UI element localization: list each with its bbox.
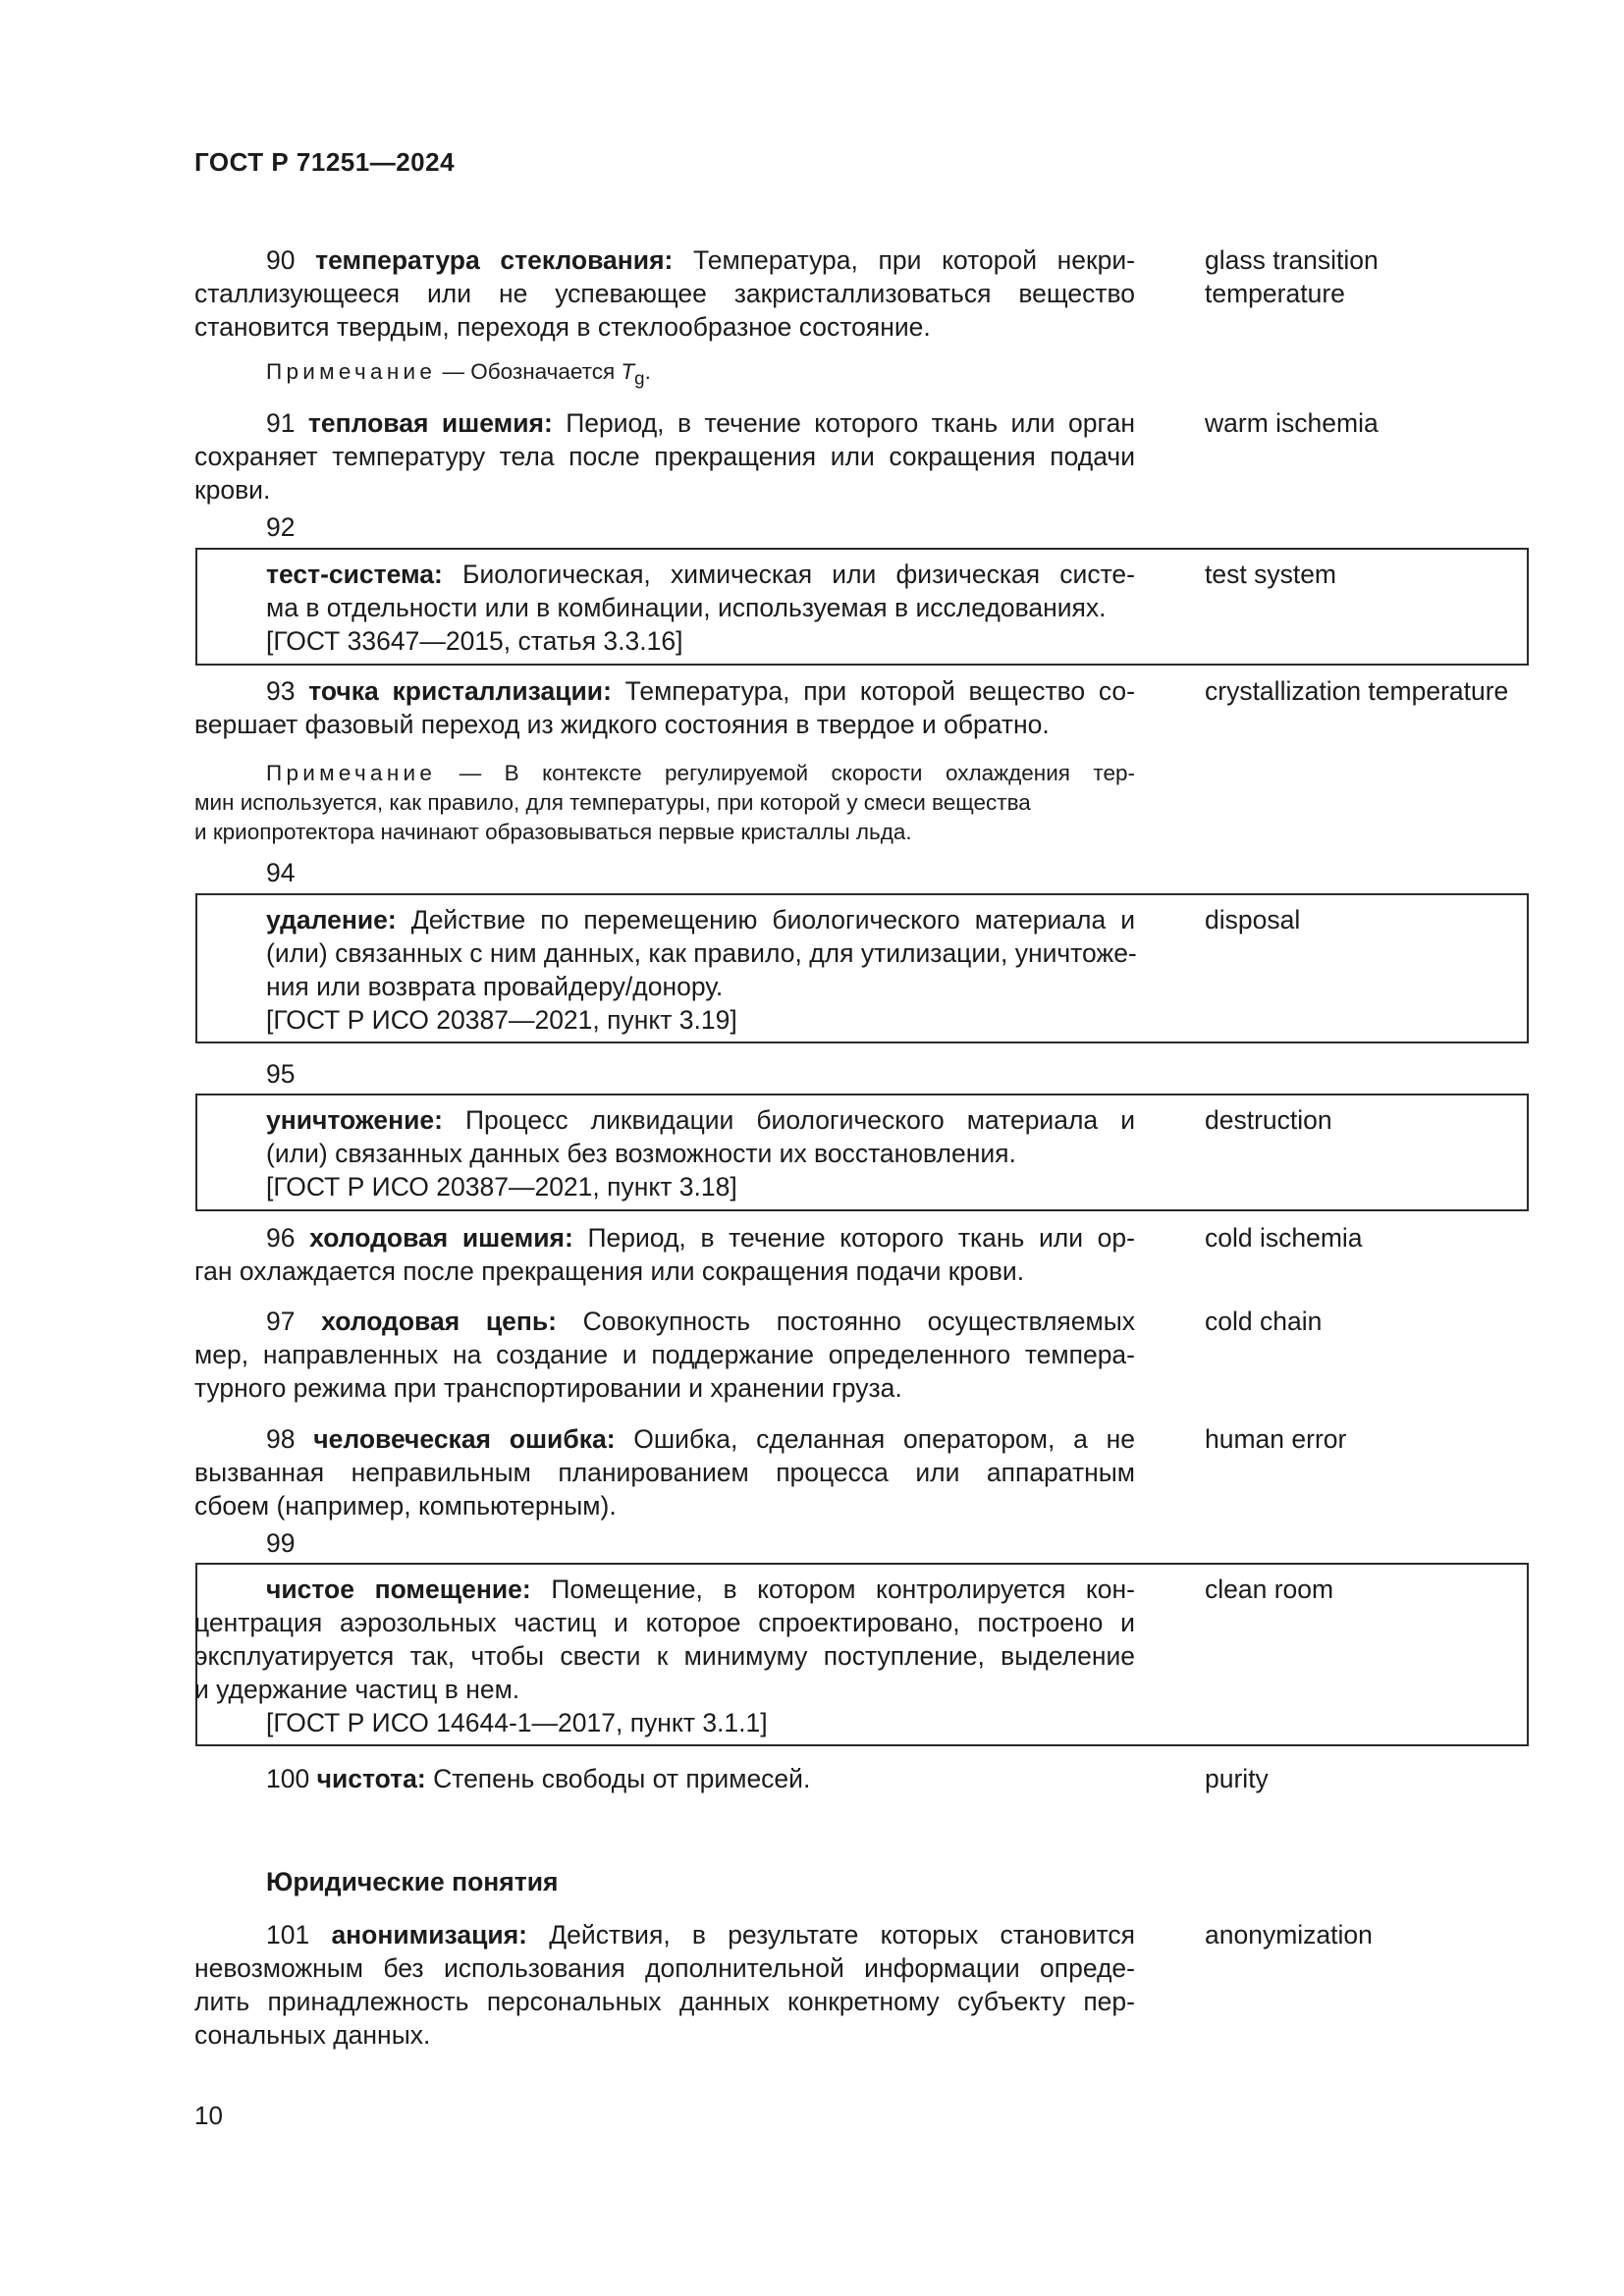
- term-entry-91: 91 тепловая ишемия: Период, в течение которого ткань или орган сохраняет температуру тела после прекращения или сокращения подачи крови.: [194, 408, 1135, 505]
- english-term-96: cold ischemia: [1205, 1223, 1363, 1253]
- term-number: 90: [266, 245, 296, 275]
- english-term-98: human error: [1205, 1424, 1347, 1454]
- english-term-90: glass transition temperature: [1205, 245, 1379, 308]
- english-term-97: cold chain: [1205, 1307, 1323, 1336]
- note-90: Примечание — Обозначается $T_g$.: [266, 359, 651, 389]
- term-entry-90: 90 температура стеклования: Температура, при которой некри- сталлизующееся или не успевающее закристаллизоваться вещество становится твердым, переходя в стеклообразное состояние.: [194, 245, 1135, 342]
- note-93: Примечание — В контексте регулируемой скорости охлаждения тер- мин используется, как правило, для температуры, при которой у смеси вещества и криопротектора начинают образовываться первые кристаллы льда.: [194, 761, 1135, 844]
- term-entry-97: 97 холодовая цепь: Совокупность постоянно осуществляемых мер, направленных на создание и поддержание определенного темпера- турного режима при транспортировании и хранении груза.: [194, 1307, 1136, 1403]
- source-reference: [ГОСТ 33647—2015, статья 3.3.16]: [266, 626, 683, 656]
- document-header: ГОСТ Р 71251—2024: [194, 147, 456, 177]
- english-term-93: crystallization temperature: [1205, 676, 1509, 706]
- page-number: 10: [194, 2101, 223, 2130]
- english-term-94: disposal: [1205, 905, 1301, 934]
- term-entry-94: удаление: Действие по перемещению биологического материала и (или) связанных с ним данных, как правило, для утилизации, уничтоже- ния или возврата провайдеру/донору. [ГОСТ Р ИСО 20387—2021, пункт 3.19]: [266, 905, 1137, 1035]
- term-entry-92: тест-система: Биологическая, химическая или физическая систе- ма в отдельности или в комбинации, используемая в исследованиях. [ГОСТ 33647—2015, статья 3.3.16]: [266, 560, 1135, 656]
- english-term-91: warm ischemia: [1205, 408, 1379, 438]
- english-term-92: test system: [1205, 560, 1337, 589]
- term-entry-95: уничтожение: Процесс ликвидации биологического материала и (или) связанных данных без возможности их восстановления. [ГОСТ Р ИСО 20387—2021, пункт 3.18]: [266, 1105, 1135, 1201]
- english-term-100: purity: [1205, 1764, 1269, 1793]
- section-title: Юридические понятия: [266, 1867, 559, 1896]
- term-entry-101: 101 анонимизация: Действия, в результате которых становится невозможным без использования дополнительной информации опреде- лить принадлежность персональных данных конкретному субъекту пер- сональных данных.: [194, 1920, 1135, 2050]
- term-entry-99: чистое помещение: Помещение, в котором контролируется кон- центрация аэрозольных частиц и которое спроектировано, построено и эксплуатируется так, чтобы свести к минимуму поступление, выделение и удержание частиц в нем. [ГОСТ Р ИСО 14644-1—2017, пункт 3.1.1]: [194, 1575, 1135, 1737]
- term-entry-100: 100 чистота: Степень свободы от примесей.: [266, 1764, 811, 1793]
- term-entry-96: 96 холодовая ишемия: Период, в течение которого ткань или ор- ган охлаждается после прекращения или сокращения подачи крови.: [194, 1223, 1135, 1286]
- term-number-92: 92: [266, 512, 296, 542]
- source-reference: [ГОСТ Р ИСО 20387—2021, пункт 3.18]: [266, 1172, 737, 1201]
- term-number-95: 95: [266, 1059, 296, 1089]
- term-entry-98: 98 человеческая ошибка: Ошибка, сделанная оператором, а не вызванная неправильным планированием процесса или аппаратным сбоем (например, компьютерным).: [194, 1424, 1135, 1521]
- english-term-99: clean room: [1205, 1575, 1334, 1604]
- source-reference: [ГОСТ Р ИСО 20387—2021, пункт 3.19]: [266, 1005, 737, 1035]
- english-term-101: anonymization: [1205, 1920, 1373, 1949]
- term-name: температура стеклования:: [315, 245, 674, 275]
- term-entry-93: 93 точка кристаллизации: Температура, при которой вещество со- вершает фазовый переход из жидкого состояния в твердое и обратно.: [194, 676, 1135, 739]
- term-number-94: 94: [266, 858, 296, 887]
- english-term-95: destruction: [1205, 1105, 1332, 1135]
- source-reference: [ГОСТ Р ИСО 14644-1—2017, пункт 3.1.1]: [266, 1708, 768, 1737]
- term-number-99: 99: [266, 1528, 296, 1558]
